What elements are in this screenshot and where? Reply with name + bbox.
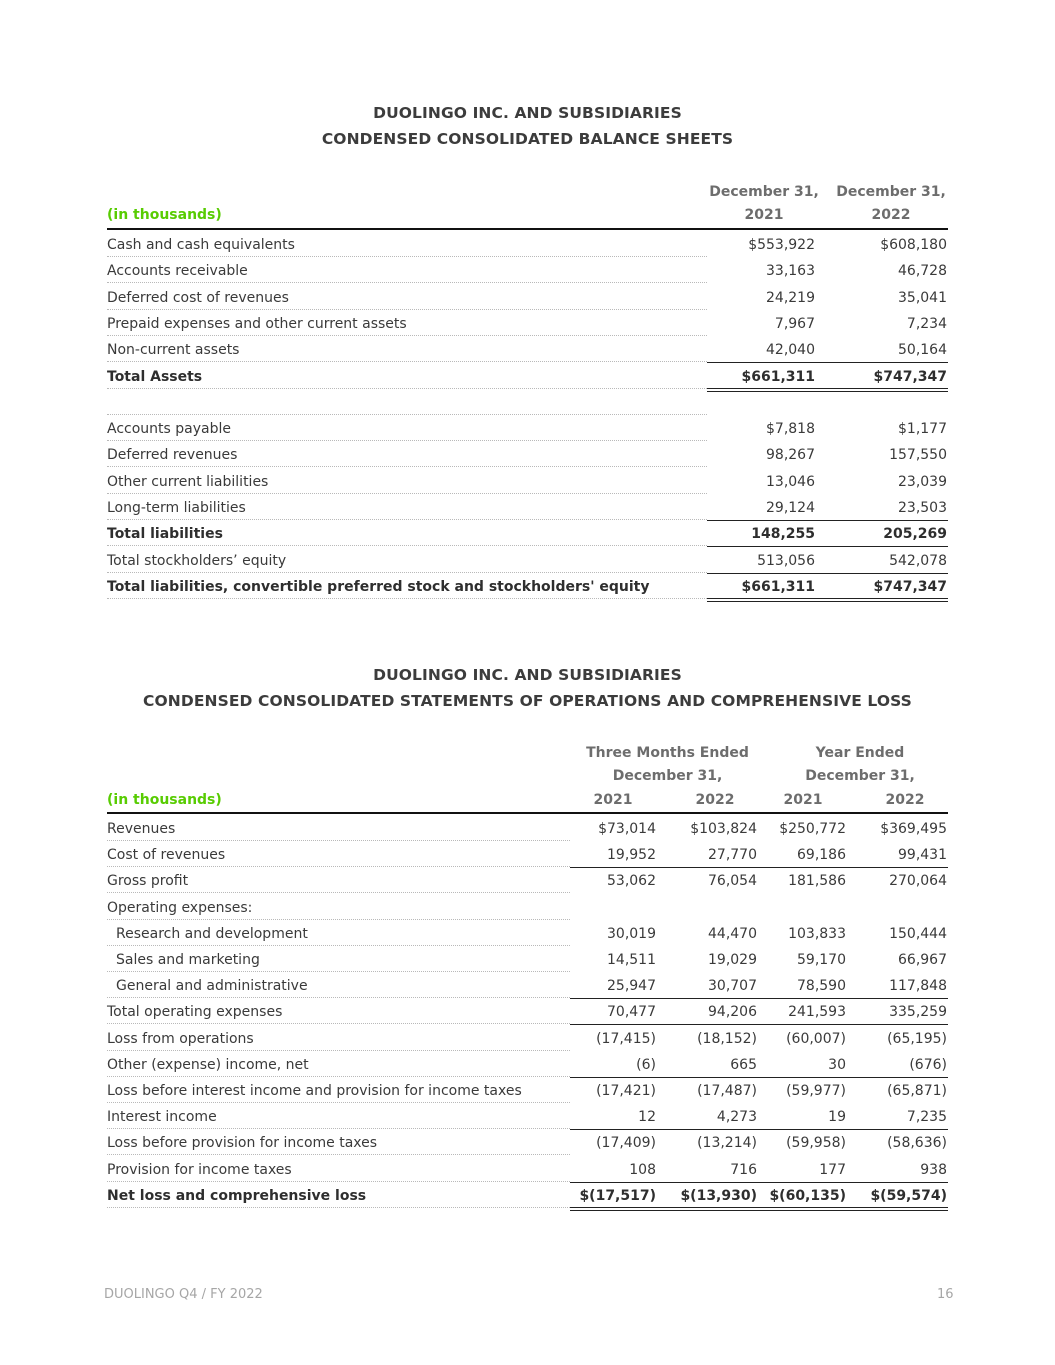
cell-value: 44,470 bbox=[708, 925, 757, 942]
single-underline bbox=[570, 998, 948, 999]
cell-value: (59,958) bbox=[786, 1135, 846, 1152]
cell-value: $7,818 bbox=[766, 421, 815, 438]
row-label: Total stockholders’ equity bbox=[107, 552, 287, 569]
cell-value: $(17,517) bbox=[579, 1187, 656, 1204]
cell-value: 12 bbox=[638, 1109, 656, 1126]
row-label: Total operating expenses bbox=[107, 1004, 283, 1021]
row-leader-dots bbox=[107, 493, 707, 494]
bs-header-rule bbox=[107, 228, 948, 230]
balance-sheet-row bbox=[107, 471, 948, 497]
cell-value: 46,728 bbox=[898, 263, 947, 280]
operations-row bbox=[107, 1001, 948, 1027]
row-label: Net loss and comprehensive loss bbox=[107, 1187, 367, 1204]
cell-value: $(59,574) bbox=[870, 1187, 947, 1204]
row-leader-dots bbox=[107, 414, 707, 415]
row-label: Other current liabilities bbox=[107, 473, 269, 490]
row-leader-dots bbox=[107, 519, 707, 520]
balance-sheet-title-line2: CONDENSED CONSOLIDATED BALANCE SHEETS bbox=[321, 130, 734, 148]
cell-value: 35,041 bbox=[898, 289, 947, 306]
single-underline bbox=[707, 573, 948, 574]
row-leader-dots bbox=[107, 1128, 570, 1129]
ops-group2-header-line2: December 31, bbox=[805, 768, 915, 784]
cell-value: 78,590 bbox=[797, 978, 846, 995]
double-underline bbox=[707, 598, 948, 602]
cell-value: 181,586 bbox=[788, 873, 846, 890]
cell-value: 24,219 bbox=[766, 289, 815, 306]
single-underline bbox=[570, 1129, 948, 1130]
balance-sheet-row bbox=[107, 576, 948, 602]
row-leader-dots bbox=[107, 309, 707, 310]
cell-value: 50,164 bbox=[898, 342, 947, 359]
bs-col1-header-line1: December 31, bbox=[709, 184, 819, 200]
row-leader-dots bbox=[107, 598, 707, 599]
cell-value: 542,078 bbox=[889, 552, 947, 569]
page-number: 16 bbox=[937, 1287, 954, 1302]
cell-value: 335,259 bbox=[889, 1004, 947, 1021]
ops-year-header: 2021 bbox=[593, 792, 633, 808]
row-label: Loss from operations bbox=[107, 1030, 254, 1047]
cell-value: 33,163 bbox=[766, 263, 815, 280]
row-label: General and administrative bbox=[116, 978, 308, 995]
cell-value: 117,848 bbox=[889, 978, 947, 995]
operations-row bbox=[107, 870, 948, 896]
cell-value: 23,503 bbox=[898, 500, 947, 516]
bs-col1-header-year: 2021 bbox=[744, 207, 784, 223]
row-leader-dots bbox=[107, 256, 707, 257]
row-label: Cost of revenues bbox=[107, 847, 226, 864]
row-leader-dots bbox=[107, 545, 707, 546]
row-leader-dots bbox=[107, 1076, 570, 1077]
row-label: Interest income bbox=[107, 1109, 217, 1126]
cell-value: 99,431 bbox=[898, 847, 947, 864]
ops-year-header: 2021 bbox=[783, 792, 823, 808]
cell-value: 19,029 bbox=[708, 952, 757, 968]
operations-row bbox=[107, 897, 948, 923]
balance-sheet-row bbox=[107, 444, 948, 470]
cell-value: 4,273 bbox=[716, 1109, 757, 1126]
cell-value: 177 bbox=[819, 1161, 846, 1178]
balance-sheet-row bbox=[107, 523, 948, 549]
row-label: Total Assets bbox=[107, 368, 203, 385]
cell-value: $(13,930) bbox=[680, 1187, 757, 1204]
cell-value: $73,014 bbox=[598, 821, 656, 837]
cell-value: (17,415) bbox=[596, 1030, 656, 1047]
cell-value: 938 bbox=[920, 1161, 947, 1178]
operations-row bbox=[107, 1106, 948, 1132]
row-label: Total liabilities bbox=[107, 526, 223, 543]
operations-row bbox=[107, 844, 948, 870]
cell-value: 30 bbox=[828, 1056, 846, 1073]
row-label: Accounts payable bbox=[107, 421, 231, 438]
row-leader-dots bbox=[107, 388, 707, 389]
single-underline bbox=[707, 520, 948, 521]
operations-row bbox=[107, 1132, 948, 1158]
cell-value: $1,177 bbox=[898, 421, 947, 438]
row-leader-dots bbox=[107, 1207, 570, 1208]
row-label: Provision for income taxes bbox=[107, 1161, 292, 1178]
bs-unit-label: (in thousands) bbox=[107, 207, 222, 223]
ops-year-header: 2022 bbox=[695, 792, 735, 808]
cell-value: 94,206 bbox=[708, 1004, 757, 1021]
cell-value: 29,124 bbox=[766, 500, 815, 516]
cell-value: (59,977) bbox=[786, 1083, 846, 1099]
balance-sheet-row bbox=[107, 392, 948, 418]
cell-value: $661,311 bbox=[741, 368, 815, 385]
operations-row bbox=[107, 949, 948, 975]
single-underline bbox=[707, 546, 948, 547]
cell-value: $747,347 bbox=[873, 578, 947, 595]
row-label: Deferred cost of revenues bbox=[107, 289, 289, 306]
row-label: Loss before interest income and provision for income taxes bbox=[107, 1083, 522, 1099]
row-leader-dots bbox=[107, 840, 570, 841]
row-leader-dots bbox=[107, 919, 570, 920]
cell-value: 270,064 bbox=[889, 873, 947, 890]
single-underline bbox=[707, 362, 948, 363]
row-leader-dots bbox=[107, 1102, 570, 1103]
footer-report-name: DUOLINGO Q4 / FY 2022 bbox=[104, 1287, 263, 1302]
cell-value: 205,269 bbox=[883, 526, 947, 543]
cell-value: (65,195) bbox=[887, 1030, 947, 1047]
operations-row bbox=[107, 1054, 948, 1080]
single-underline bbox=[570, 1182, 948, 1183]
cell-value: 7,235 bbox=[906, 1109, 947, 1126]
cell-value: (18,152) bbox=[697, 1030, 757, 1047]
cell-value: 7,234 bbox=[906, 315, 947, 332]
cell-value: 53,062 bbox=[607, 873, 656, 890]
row-leader-dots bbox=[107, 997, 570, 998]
row-label: Sales and marketing bbox=[116, 952, 260, 968]
row-label: Long-term liabilities bbox=[107, 500, 246, 516]
row-leader-dots bbox=[107, 892, 570, 893]
cell-value: 148,255 bbox=[751, 526, 815, 543]
cell-value: $(60,135) bbox=[769, 1187, 846, 1204]
row-leader-dots bbox=[107, 466, 707, 467]
ops-year-header: 2022 bbox=[885, 792, 925, 808]
cell-value: 108 bbox=[629, 1161, 656, 1178]
cell-value: 7,967 bbox=[774, 315, 815, 332]
row-leader-dots bbox=[107, 335, 707, 336]
row-leader-dots bbox=[107, 440, 707, 441]
cell-value: 30,707 bbox=[708, 978, 757, 995]
cell-value: (60,007) bbox=[786, 1030, 846, 1047]
row-leader-dots bbox=[107, 1050, 570, 1051]
ops-group1-header-line2: December 31, bbox=[612, 768, 723, 784]
row-label: Loss before provision for income taxes bbox=[107, 1135, 378, 1152]
operations-row bbox=[107, 1028, 948, 1054]
row-label: Prepaid expenses and other current assets bbox=[107, 315, 407, 332]
row-label: Research and development bbox=[116, 925, 308, 942]
cell-value: 27,770 bbox=[708, 847, 757, 864]
balance-sheet-row bbox=[107, 366, 948, 392]
cell-value: $608,180 bbox=[880, 237, 947, 253]
row-leader-dots bbox=[107, 1154, 570, 1155]
cell-value: 59,170 bbox=[797, 952, 846, 968]
ops-header-rule bbox=[107, 812, 948, 814]
row-label: Revenues bbox=[107, 821, 176, 837]
balance-sheet-row bbox=[107, 260, 948, 286]
cell-value: 150,444 bbox=[889, 925, 947, 942]
single-underline bbox=[570, 1024, 948, 1025]
operations-row bbox=[107, 1080, 948, 1106]
cell-value: 513,056 bbox=[757, 552, 815, 569]
cell-value: 241,593 bbox=[788, 1004, 846, 1021]
row-leader-dots bbox=[107, 1023, 570, 1024]
row-leader-dots bbox=[107, 945, 570, 946]
cell-value: (58,636) bbox=[887, 1135, 947, 1152]
ops-group2-header-line1: Year Ended bbox=[815, 745, 905, 761]
cell-value: 716 bbox=[730, 1161, 757, 1178]
row-label: Cash and cash equivalents bbox=[107, 237, 295, 253]
balance-sheet-row bbox=[107, 339, 948, 365]
operations-row bbox=[107, 923, 948, 949]
cell-value: 19,952 bbox=[607, 847, 656, 864]
balance-sheet-row bbox=[107, 234, 948, 260]
operations-row bbox=[107, 1185, 948, 1211]
row-label: Operating expenses: bbox=[107, 899, 253, 916]
cell-value: (17,487) bbox=[697, 1083, 757, 1099]
cell-value: (6) bbox=[636, 1056, 656, 1073]
cell-value: 42,040 bbox=[766, 342, 815, 359]
cell-value: (17,409) bbox=[596, 1135, 656, 1152]
row-label: Non-current assets bbox=[107, 342, 240, 359]
cell-value: 23,039 bbox=[898, 473, 947, 490]
cell-value: 19 bbox=[828, 1109, 846, 1126]
cell-value: 14,511 bbox=[607, 952, 656, 968]
ops-unit-label: (in thousands) bbox=[107, 792, 222, 808]
cell-value: $661,311 bbox=[741, 578, 815, 595]
operations-title-line1: DUOLINGO INC. AND SUBSIDIARIES bbox=[373, 666, 682, 684]
cell-value: 25,947 bbox=[607, 978, 656, 995]
row-leader-dots bbox=[107, 866, 570, 867]
bs-col2-header-year: 2022 bbox=[871, 207, 911, 223]
operations-title-line2: CONDENSED CONSOLIDATED STATEMENTS OF OPERATIONS AND COMPREHENSIVE LOSS bbox=[143, 692, 912, 710]
row-label: Deferred revenues bbox=[107, 447, 238, 464]
row-leader-dots bbox=[107, 1181, 570, 1182]
cell-value: (65,871) bbox=[887, 1083, 947, 1099]
double-underline bbox=[570, 1207, 948, 1211]
single-underline bbox=[570, 1077, 948, 1078]
cell-value: 103,833 bbox=[788, 925, 846, 942]
row-leader-dots bbox=[107, 971, 570, 972]
bs-col2-header-line1: December 31, bbox=[836, 184, 946, 200]
operations-row bbox=[107, 1159, 948, 1185]
operations-row bbox=[107, 818, 948, 844]
cell-value: $747,347 bbox=[873, 368, 947, 385]
cell-value: 30,019 bbox=[607, 925, 656, 942]
row-label: Accounts receivable bbox=[107, 263, 248, 280]
row-label: Other (expense) income, net bbox=[107, 1056, 309, 1073]
cell-value: 157,550 bbox=[889, 447, 947, 464]
balance-sheet-row bbox=[107, 287, 948, 313]
cell-value: 66,967 bbox=[898, 952, 947, 968]
cell-value: $103,824 bbox=[690, 821, 757, 837]
cell-value: (13,214) bbox=[697, 1135, 757, 1152]
cell-value: (676) bbox=[909, 1056, 947, 1073]
operations-row bbox=[107, 975, 948, 1001]
cell-value: 13,046 bbox=[766, 473, 815, 490]
balance-sheet-row bbox=[107, 418, 948, 444]
row-leader-dots bbox=[107, 282, 707, 283]
cell-value: $553,922 bbox=[748, 237, 815, 253]
balance-sheet-title-line1: DUOLINGO INC. AND SUBSIDIARIES bbox=[373, 104, 682, 122]
row-label: Gross profit bbox=[107, 873, 189, 890]
cell-value: 98,267 bbox=[766, 447, 815, 464]
row-label: Total liabilities, convertible preferred stock and stockholders' equity bbox=[107, 578, 650, 595]
cell-value: 76,054 bbox=[708, 873, 757, 890]
cell-value: 665 bbox=[730, 1056, 757, 1073]
row-leader-dots bbox=[107, 572, 707, 573]
cell-value: 69,186 bbox=[797, 847, 846, 864]
balance-sheet-row bbox=[107, 497, 948, 523]
cell-value: 70,477 bbox=[607, 1004, 656, 1021]
cell-value: $250,772 bbox=[779, 821, 846, 837]
cell-value: (17,421) bbox=[596, 1083, 656, 1099]
balance-sheet-row bbox=[107, 313, 948, 339]
cell-value: $369,495 bbox=[880, 821, 947, 837]
ops-group1-header-line1: Three Months Ended bbox=[586, 745, 749, 761]
balance-sheet-row bbox=[107, 550, 948, 576]
single-underline bbox=[570, 867, 948, 868]
row-leader-dots bbox=[107, 361, 707, 362]
